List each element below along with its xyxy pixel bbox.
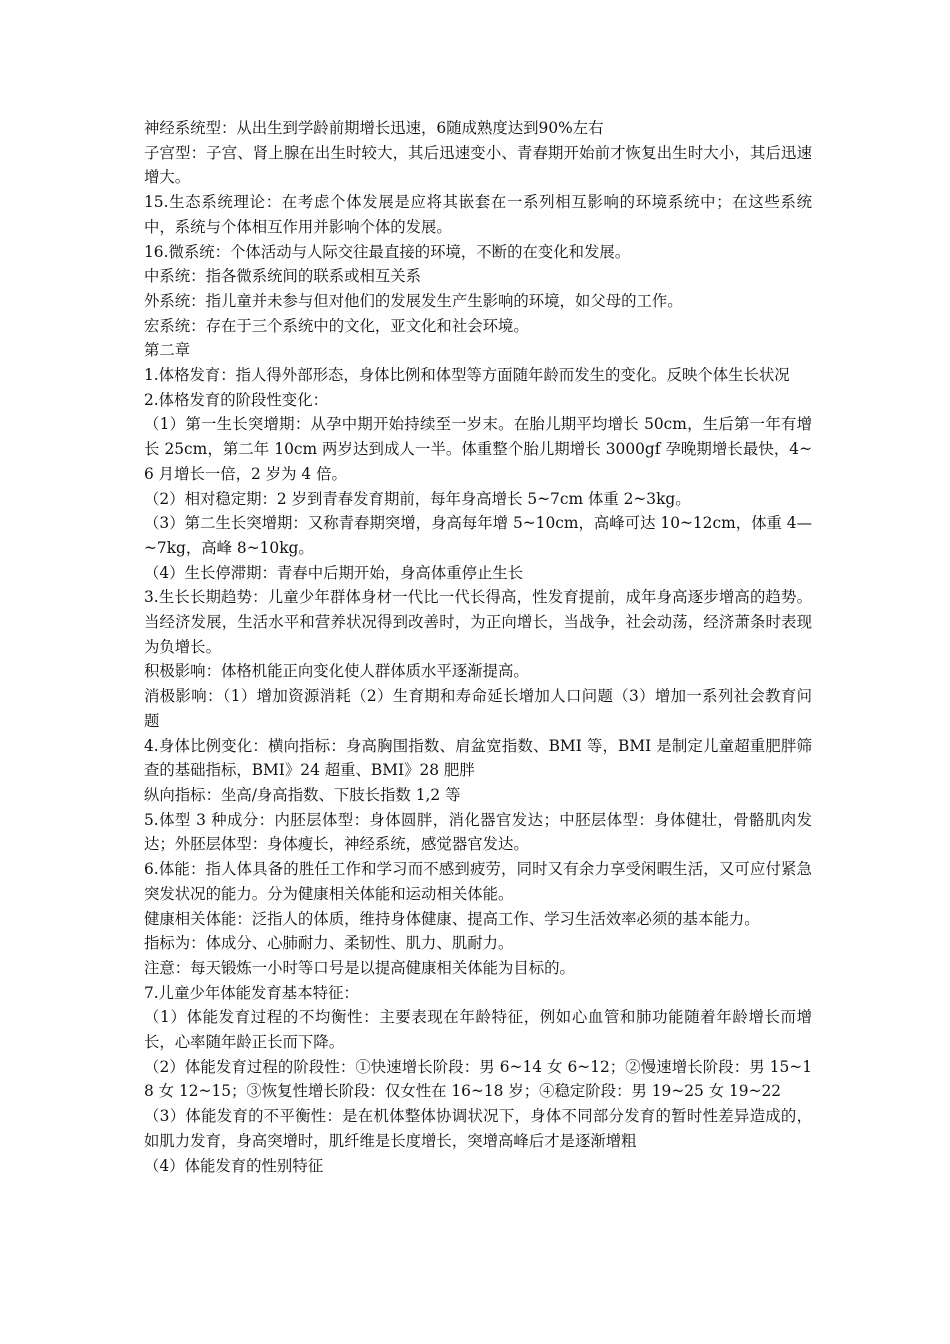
paragraph-note: 注意：每天锻炼一小时等口号是以提高健康相关体能为目标的。 [144, 958, 575, 977]
paragraph-second-growth-spurt: （3）第二生长突增期：又称青春期突增，身高每年增 5~10cm，高峰可达 10~12cm，体重 4—~7kg，高峰 8~10kg。 [144, 514, 812, 557]
paragraph-sex-characteristics: （4）体能发育的性别特征 [144, 1156, 324, 1175]
paragraph-mesosystem: 中系统：指各微系统间的联系或相互关系 [144, 267, 422, 286]
paragraph-secular-trend: 3.生长长期趋势：儿童少年群体身材一代比一代长得高，性发育提前，成年身高逐步增高的趋势。当经济发展，生活水平和营养状况得到改善时，为正向增长，当战争，社会动荡，经济萧条时表现为负增长。 [144, 588, 812, 656]
paragraph-exosystem: 外系统：指儿童并未参与但对他们的发展发生产生影响的环境，如父母的工作。 [144, 291, 683, 310]
paragraph-stage-changes-heading: 2.体格发育的阶段性变化： [144, 390, 328, 409]
paragraph-imbalance: （1）体能发育过程的不均衡性：主要表现在年龄特征，例如心血管和肺功能随着年龄增长而增长，心率随年龄正长而下降。 [144, 1008, 812, 1052]
paragraph-nervous-system-type: 神经系统型：从出生到学龄前期增长迅速，6随成熟度达到90%左右 [144, 119, 604, 137]
paragraph-body-proportion: 4.身体比例变化：横向指标：身高胸围指数、肩盆宽指数、BMI 等，BMI 是制定儿童超重肥胖筛查的基础指标，BMI》24 超重、BMI》28 肥胖 [144, 736, 812, 780]
paragraph-somatotype: 5.体型 3 种成分：内胚层体型：身体圆胖，消化器官发达；中胚层体型：身体健壮，骨骼肌肉发达；外胚层体型：身体瘦长，神经系统，感觉器官发达。 [144, 810, 812, 854]
paragraph-uterus-type: 子宫型：子宫、肾上腺在出生时较大，其后迅速变小、青春期开始前才恢复出生时大小，其后迅速增大。 [144, 143, 812, 187]
paragraph-stages: （2）体能发育过程的阶段性：①快速增长阶段：男 6~14 女 6~12；②慢速增长阶段：男 15~18 女 12~15；③恢复性增长阶段：仅女性在 16~18 岁；④稳定阶段：男 19~25 女 19~22 [144, 1057, 812, 1101]
paragraph-health-related-fitness: 健康相关体能：泛指人的体质，维持身体健康、提高工作、学习生活效率必须的基本能力。 [144, 909, 760, 928]
paragraph-first-growth-spurt: （1）第一生长突增期：从孕中期开始持续至一岁末。在胎儿期平均增长 50cm，生后第一年有增长 25cm，第二年 10cm 两岁达到成人一半。体重整个胎儿期增长 3000gf 孕晚期增长最快，4~6 月增长一倍，2 岁为 4 倍。 [144, 415, 812, 483]
paragraph-fitness-characteristics-heading: 7.儿童少年体能发育基本特征： [144, 983, 359, 1002]
paragraph-fitness-indicators: 指标为：体成分、心肺耐力、柔韧性、肌力、肌耐力。 [144, 934, 514, 953]
paragraph-physical-development: 1.体格发育：指人得外部形态，身体比例和体型等方面随年龄而发生的变化。反映个体生长状况 [144, 366, 790, 385]
paragraph-macrosystem: 宏系统：存在于三个系统中的文化，亚文化和社会环境。 [144, 316, 529, 335]
paragraph-vertical-indices: 纵向指标：坐高/身高指数、下肢长指数 1,2 等 [144, 785, 461, 804]
paragraph-ecological-systems-theory: 15.生态系统理论：在考虑个体发展是应将其嵌套在一系列相互影响的环境系统中；在这些系统中，系统与个体相互作用并影响个体的发展。 [144, 193, 812, 236]
paragraph-negative-impact: 消极影响：（1）增加资源消耗（2）生育期和寿命延长增加人口问题（3）增加一系列社会教育问题 [144, 687, 812, 730]
paragraph-stable-period: （2）相对稳定期：2 岁到青春发育期前，每年身高增长 5~7cm 体重 2~3kg。 [144, 489, 691, 508]
paragraph-physical-fitness: 6.体能：指人体具备的胜任工作和学习而不感到疲劳，同时又有余力享受闲暇生活，又可应付紧急突发状况的能力。分为健康相关体能和运动相关体能。 [144, 860, 812, 903]
paragraph-microsystem: 16.微系统：个体活动与人际交往最直接的环境，不断的在变化和发展。 [144, 242, 631, 261]
paragraph-unevenness: （3）体能发育的不平衡性：是在机体整体协调状况下，身体不同部分发育的暂时性差异造成的，如肌力发育，身高突增时，肌纤维是长度增长，突增高峰后才是逐渐增粗 [144, 1107, 812, 1150]
document-body [144, 116, 812, 1178]
paragraph-positive-impact: 积极影响：体格机能正向变化使人群体质水平逐渐提高。 [144, 662, 529, 681]
paragraph-growth-stagnation: （4）生长停滞期：青春中后期开始，身高体重停止生长 [144, 563, 524, 582]
chapter-heading: 第二章 [144, 341, 191, 360]
